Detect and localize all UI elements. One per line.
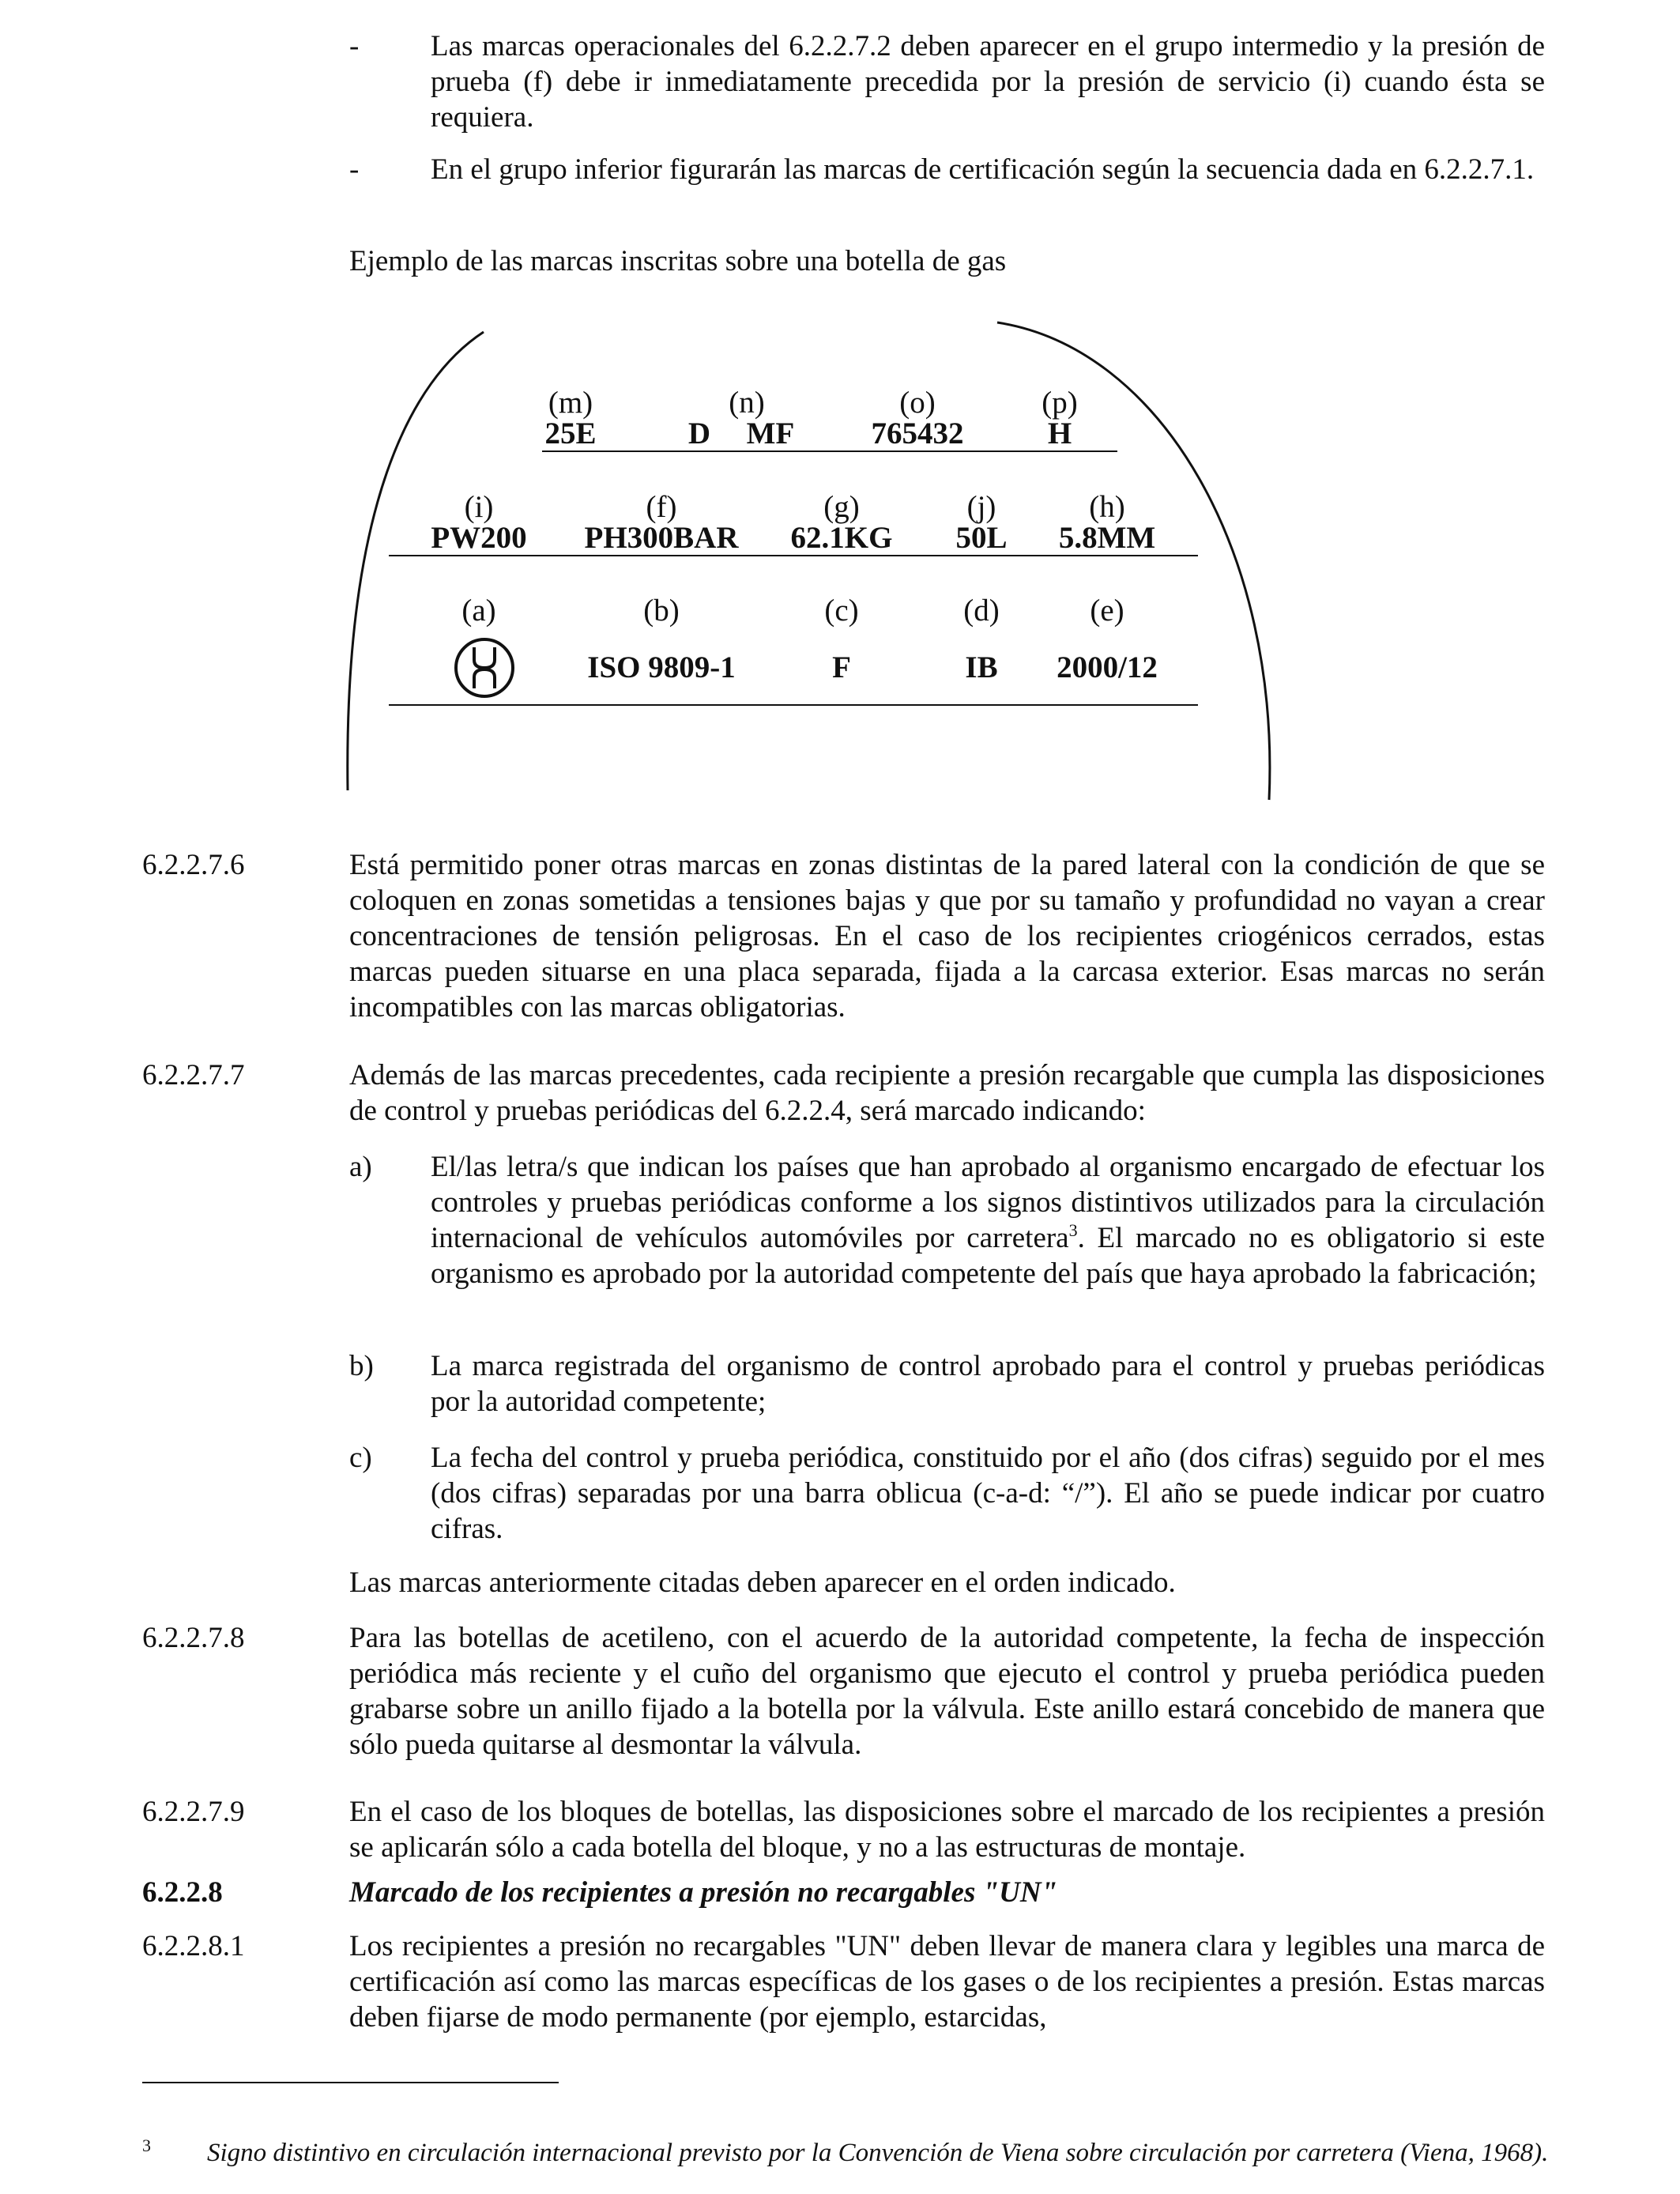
footnote-reference: 3	[1068, 1220, 1078, 1240]
section-text: Para las botellas de acetileno, con el acuerdo de la autoridad competente, la fecha de inspección periódica más reciente y el cuño del organismo que ejecuto el control y prueba periódica pueden grabarse sobre un anillo fijado a la botella por la válvula. Este anillo estará concebido de manera que sólo pueda quitarse al desmontar la válvula.	[349, 1622, 1545, 1761]
mark-label-p: (p)	[1042, 386, 1078, 420]
list-letter: a)	[349, 1151, 372, 1183]
mark-label-o: (o)	[899, 386, 936, 420]
mark-value-e: 2000/12	[1057, 650, 1158, 684]
section-text: Además de las marcas precedentes, cada recipiente a presión recargable que cumpla las disposiciones de control y pruebas periódicas del 6.2.2.4, será marcado indicando:	[349, 1059, 1545, 1127]
list-marker: -	[349, 153, 360, 186]
mark-value-n: D	[687, 417, 711, 450]
bottom-row-rule	[389, 704, 1198, 706]
diagram-top-values	[0, 416, 1680, 451]
mark-label-e: (e)	[1090, 594, 1124, 628]
mark-label-b: (b)	[643, 594, 680, 628]
mark-label-f: (f)	[646, 490, 677, 524]
top-row-rule	[542, 450, 1117, 452]
mark-label-n: (n)	[729, 386, 765, 420]
footnote-text: Signo distintivo en circulación internacional previsto por la Convención de Viena sobre circulación por carretera (Viena, 1968).	[207, 2139, 1549, 2167]
section-number: 6.2.2.8.1	[142, 1930, 245, 1962]
footnote-rule	[142, 2082, 559, 2083]
mark-label-d: (d)	[963, 594, 1000, 628]
mark-value-g: 62.1KG	[790, 521, 893, 555]
mark-label-i: (i)	[464, 490, 494, 524]
mark-label-a: (a)	[461, 594, 496, 628]
section-number: 6.2.2.7.6	[142, 849, 245, 881]
list-letter: b)	[349, 1350, 374, 1382]
list-item-inspection-date: La fecha del control y prueba periódica, constituido por el año (dos cifras) seguido por el mes (dos cifras) separadas por una barra oblicua (c-a-d: “/”). El año se puede indicar por cuatro cifras.	[431, 1442, 1545, 1545]
mark-value-o: 765432	[871, 417, 964, 450]
section-closing: Las marcas anteriormente citadas deben aparecer en el orden indicado.	[349, 1566, 1176, 1599]
heading-title: Marcado de los recipientes a presión no recargables "UN"	[349, 1876, 1058, 1909]
middle-row-rule	[389, 555, 1198, 556]
mark-label-h: (h)	[1089, 490, 1125, 524]
section-text: Está permitido poner otras marcas en zonas distintas de la pared lateral con la condición de que se coloquen en zonas sometidas a tensiones bajas y que por su tamaño y profundidad no vayan a crear concentraciones de tensión peligrosas. En el caso de los recipientes criogénicos cerrados, estas marcas pueden situarse en una placa separada, fijada a la carcasa exterior. Esas marcas no serán incompatibles con las marcas obligatorias.	[349, 849, 1545, 1023]
intro-item-operational-marks: Las marcas operacionales del 6.2.2.7.2 deben aparecer en el grupo intermedio y la presión de prueba (f) debe ir inmediatamente precedida por la presión de servicio (i) cuando ésta se requiera.	[431, 30, 1545, 134]
mark-value-h: 5.8MM	[1058, 521, 1156, 555]
mark-value-f: PH300BAR	[584, 521, 739, 555]
list-letter: c)	[349, 1442, 372, 1474]
mark-label-g: (g)	[823, 490, 860, 524]
mark-value-b: ISO 9809-1	[587, 650, 736, 684]
mark-label-m: (m)	[548, 386, 593, 420]
section-text: Los recipientes a presión no recargables "UN" deben llevar de manera clara y legibles una marca de certificación así como las marcas específicas de los gases o de los recipientes a presión. Estas marcas deben fijarse de modo permanente (por ejemplo, estarcidas,	[349, 1930, 1545, 2034]
intro-item-certification-marks: En el grupo inferior figurarán las marcas de certificación según la secuencia dada en 6.2.2.7.1.	[431, 153, 1535, 186]
mark-value-c: F	[832, 650, 851, 684]
list-item-registered-mark: La marca registrada del organismo de control aprobado para el control y pruebas periódicas por la autoridad competente;	[431, 1350, 1545, 1418]
diagram-bottom-labels	[0, 593, 1680, 628]
heading-number: 6.2.2.8	[142, 1876, 223, 1909]
section-number: 6.2.2.7.9	[142, 1796, 245, 1828]
diagram-middle-values	[0, 520, 1680, 556]
list-item-country-letters: El/las letra/s que indican los países que han aprobado al organismo encargado de efectuar los controles y pruebas periódicas conforme a los signos distintivos utilizados para la circulación internacional de vehículos automóviles por carretera$^3$. El marcado no es obligatorio si este organismo es aprobado por la autoridad competente del país que haya aprobado la fabricación;	[431, 1151, 1545, 1290]
section-number: 6.2.2.7.7	[142, 1059, 245, 1091]
mark-value-n2: MF	[746, 417, 795, 450]
section-number: 6.2.2.7.8	[142, 1622, 245, 1654]
diagram-bottom-values	[0, 650, 1680, 685]
mark-value-i: PW200	[431, 521, 527, 555]
mark-value-m: 25E	[544, 417, 597, 450]
mark-value-p: H	[1047, 417, 1072, 450]
mark-value-d: IB	[965, 650, 998, 684]
example-caption: Ejemplo de las marcas inscritas sobre una botella de gas	[349, 245, 1007, 277]
footnote-number: 3	[142, 2136, 151, 2155]
mark-label-c: (c)	[824, 594, 859, 628]
mark-value-j: 50L	[955, 521, 1008, 555]
list-marker: -	[349, 30, 360, 62]
section-text: En el caso de los bloques de botellas, las disposiciones sobre el marcado de los recipientes a presión se aplicarán sólo a cada botella del bloque, y no a las estructuras de montaje.	[349, 1796, 1545, 1864]
mark-label-j: (j)	[966, 490, 996, 524]
